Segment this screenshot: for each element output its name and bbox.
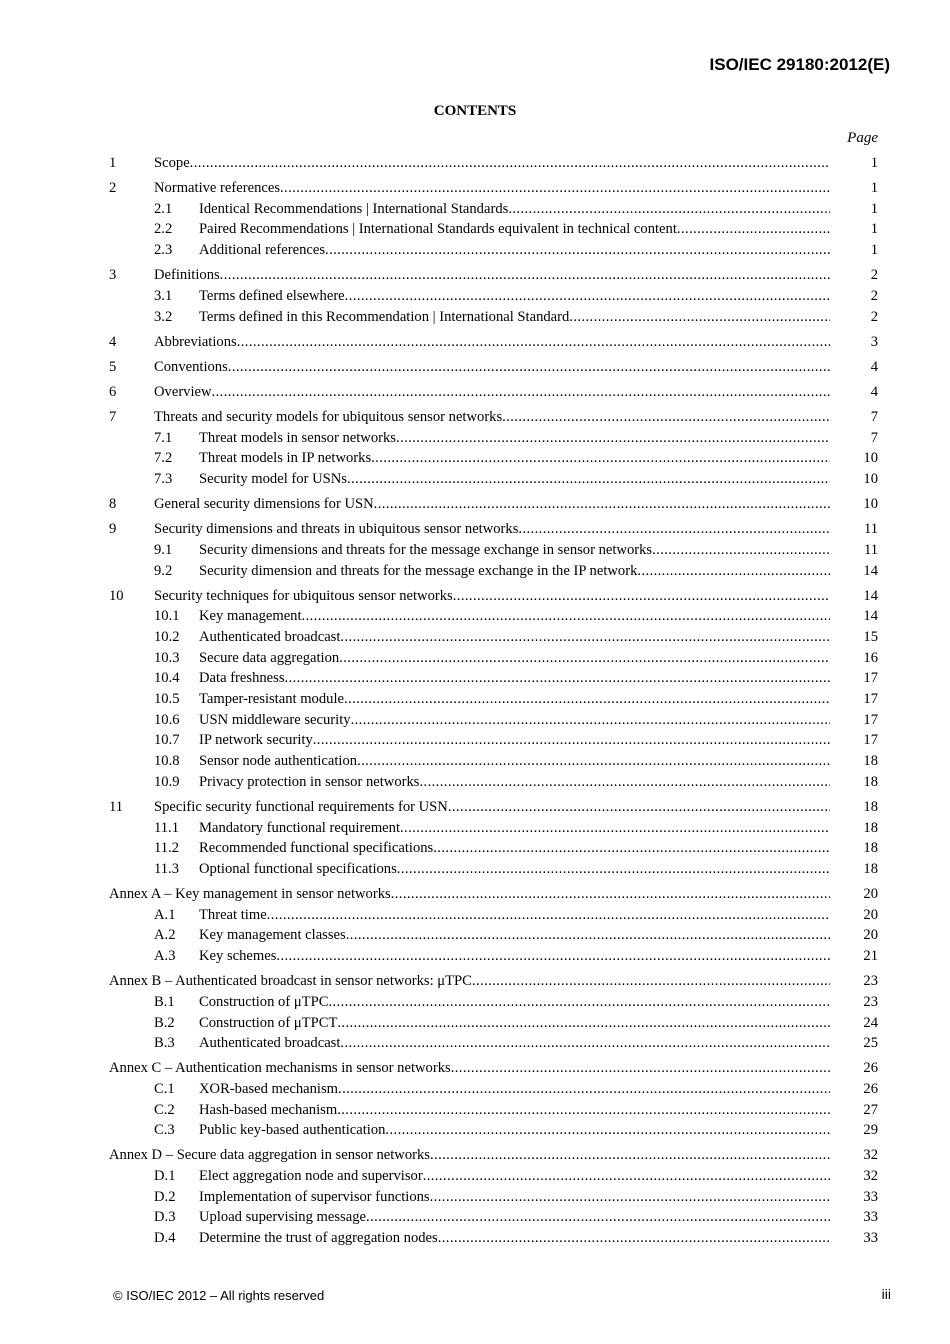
toc-entry-title: Conventions [154,358,228,375]
toc-entry-page: 20 [863,885,878,902]
dot-leader [340,1033,830,1054]
toc-entry [109,519,878,540]
toc-entry-title: Abbreviations [154,333,237,350]
toc-entry-title: XOR-based mechanism [199,1080,339,1097]
dot-leader [228,357,830,378]
toc-entry [109,428,878,449]
toc-entry-page: 17 [863,691,878,708]
dot-leader [220,265,830,286]
toc-entry-number: A.3 [154,948,176,965]
dot-leader [502,407,830,428]
toc-entry-title: Upload supervising message [199,1209,366,1226]
toc-entry [109,561,878,582]
toc-entry-page: 21 [863,948,878,965]
toc-entry [109,265,878,286]
toc-entry [109,357,878,378]
toc-entry-title: Threat models in sensor networks [199,429,396,446]
toc-entry-number: 2.2 [154,221,173,238]
toc-entry [109,1207,878,1228]
toc-entry-page: 32 [863,1168,878,1185]
toc-entry-title: USN middleware security [199,711,351,728]
toc-entry-page: 1 [870,242,878,259]
toc-entry-number: 11.1 [154,819,179,836]
toc-entry-number: A.2 [154,927,176,944]
toc-entry-number: 5 [109,358,117,375]
toc-entry-number: D.2 [154,1188,176,1205]
dot-leader [340,627,830,648]
toc-entry [109,240,878,261]
dot-leader [337,1100,830,1121]
toc-entry-page: 18 [863,773,878,790]
toc-entry-number: A.1 [154,906,176,923]
dot-leader [357,751,830,772]
toc-entry-page: 33 [863,1188,878,1205]
toc-entry-page: 17 [863,711,878,728]
toc-entry-number: 7 [109,408,117,425]
table-of-contents [109,153,878,1249]
toc-entry-number: 9.2 [154,562,173,579]
dot-leader [423,1166,830,1187]
toc-entry [109,178,878,199]
toc-entry-page: 3 [870,333,878,350]
toc-entry-title: Security dimension and threats for the message exchange in the IP network [199,562,638,579]
toc-entry-number: 1 [109,155,117,171]
toc-entry-title: General security dimensions for USN [154,496,374,513]
dot-leader [374,494,830,515]
toc-entry-page: 16 [863,649,878,666]
toc-entry-number: B.3 [154,1035,175,1052]
toc-entry-page: 18 [863,753,878,770]
toc-entry-number: D.3 [154,1209,176,1226]
toc-entry [109,153,878,174]
toc-entry [109,1058,878,1079]
toc-entry-title: Key schemes [199,948,277,965]
toc-entry [109,199,878,220]
toc-entry-number: B.1 [154,993,175,1010]
dot-leader [302,606,830,627]
toc-entry [109,730,878,751]
document-id-header: ISO/IEC 29180:2012(E) [709,55,890,74]
dot-leader [508,199,830,220]
toc-entry [109,971,878,992]
toc-entry-number: 10.3 [154,649,180,666]
toc-entry-page: 1 [870,180,878,197]
toc-entry [109,469,878,490]
toc-entry [109,905,878,926]
toc-entry-title: Secure data aggregation [199,649,340,666]
toc-entry-title: Definitions [154,267,220,284]
toc-entry [109,992,878,1013]
toc-entry-page: 20 [863,906,878,923]
dot-leader [430,1145,830,1166]
toc-entry [109,627,878,648]
toc-entry [109,1079,878,1100]
toc-entry-title: Data freshness [199,670,285,687]
dot-leader [325,240,830,261]
dot-leader [190,153,830,174]
toc-entry-title: Security dimensions and threats in ubiquitous sensor networks [154,521,519,538]
toc-entry [109,382,878,403]
toc-entry-number: 7.3 [154,470,173,487]
toc-entry-page: 23 [863,993,878,1010]
toc-entry-page: 27 [863,1101,878,1118]
toc-entry-page: 11 [863,541,878,558]
dot-leader [569,307,830,328]
toc-entry-title: Key management classes [199,927,346,944]
dot-leader [438,1228,830,1249]
dot-leader [344,689,830,710]
toc-entry-title: Authenticated broadcast [199,1035,341,1052]
toc-entry-title: Overview [154,383,212,400]
toc-entry [109,772,878,793]
toc-entry [109,1166,878,1187]
toc-entry-page: 2 [870,308,878,325]
toc-entry [109,332,878,353]
toc-entry [109,751,878,772]
toc-entry-number: 10.9 [154,773,180,790]
toc-entry-title: Optional functional specifications [199,860,397,877]
toc-entry-page: 1 [870,155,878,171]
toc-entry [109,859,878,880]
toc-entry-page: 32 [863,1147,878,1164]
toc-entry-title: Normative references [154,180,280,197]
toc-entry-page: 18 [863,840,878,857]
toc-entry-title: Elect aggregation node and supervisor [199,1168,423,1185]
toc-entry-title: Security techniques for ubiquitous sensor networks [154,587,453,604]
dot-leader [400,818,830,839]
footer-copyright: © ISO/IEC 2012 – All rights reserved [113,1288,325,1303]
dot-leader [351,710,830,731]
toc-entry [109,540,878,561]
toc-entry-number: C.1 [154,1080,175,1097]
toc-entry-number: D.4 [154,1230,176,1247]
toc-entry-page: 10 [863,450,878,467]
toc-entry [109,1033,878,1054]
dot-leader [267,905,830,926]
dot-leader [677,219,830,240]
toc-entry-page: 7 [870,408,878,425]
toc-entry-title: Mandatory functional requirement [199,819,400,836]
toc-entry-number: 2.1 [154,200,173,217]
dot-leader [397,859,830,880]
toc-entry-number: 10.2 [154,628,180,645]
toc-entry-page: 4 [870,383,878,400]
toc-entry-number: 10.7 [154,732,180,749]
toc-entry-title: Security dimensions and threats for the message exchange in sensor networks [199,541,653,558]
toc-entry-title: Implementation of supervisor functions [199,1188,430,1205]
dot-leader [313,730,830,751]
dot-leader [285,668,830,689]
toc-entry-title: Identical Recommendations | International Standards [199,200,509,217]
dot-leader [338,1079,830,1100]
dot-leader [237,332,830,353]
dot-leader [652,540,830,561]
dot-leader [346,925,830,946]
toc-entry-page: 25 [863,1035,878,1052]
dot-leader [430,1187,830,1208]
toc-entry [109,946,878,967]
dot-leader [337,1013,830,1034]
dot-leader [385,1120,830,1141]
toc-entry-page: 24 [863,1014,878,1031]
toc-entry-number: 2 [109,180,117,197]
toc-entry-page: 10 [863,470,878,487]
toc-entry [109,884,878,905]
toc-entry [109,1100,878,1121]
toc-entry [109,448,878,469]
toc-entry [109,838,878,859]
toc-entry-title: Sensor node authentication [199,753,358,770]
toc-entry-title: Terms defined in this Recommendation | International Standard [199,308,570,325]
toc-entry-title: Privacy protection in sensor networks [199,773,420,790]
toc-entry-title: Terms defined elsewhere [199,287,345,304]
toc-entry-title: Determine the trust of aggregation nodes [199,1230,438,1247]
toc-entry-number: 9 [109,521,117,538]
toc-entry-page: 18 [863,860,878,877]
toc-entry [109,925,878,946]
toc-entry-page: 17 [863,670,878,687]
toc-entry-number: 10 [109,587,124,604]
dot-leader [518,519,830,540]
toc-entry-title: Scope [154,155,190,171]
dot-leader [276,946,830,967]
toc-entry-title: Threat models in IP networks [199,450,372,467]
toc-entry-title: Tamper-resistant module [199,691,344,708]
toc-entry-title: Specific security functional requirements for USN [154,798,448,815]
toc-entry-title: Public key-based authentication [199,1122,386,1139]
toc-entry-title: Annex B – Authenticated broadcast in sensor networks: μTPC [109,973,472,990]
toc-entry [109,668,878,689]
toc-entry-title: Paired Recommendations | International Standards equivalent in technical content [199,221,677,238]
toc-entry [109,818,878,839]
toc-entry [109,286,878,307]
toc-entry-number: 10.4 [154,670,180,687]
contents-title: CONTENTS [433,103,517,119]
toc-entry-page: 10 [863,496,878,513]
toc-entry [109,606,878,627]
toc-entry-title: Construction of μTPC [199,993,329,1010]
toc-entry-page: 18 [863,819,878,836]
dot-leader [451,1058,830,1079]
toc-entry-page: 20 [863,927,878,944]
toc-entry-title: Annex D – Secure data aggregation in sensor networks [109,1147,430,1164]
toc-entry-title: Additional references [199,242,326,259]
toc-entry [109,1187,878,1208]
dot-leader [347,469,830,490]
toc-entry-page: 14 [863,608,878,625]
toc-entry-number: 11.2 [154,840,179,857]
toc-entry-number: 10.8 [154,753,180,770]
toc-entry-title: Hash-based mechanism [199,1101,338,1118]
page-column-label: Page [847,130,878,146]
toc-entry-title: Annex C – Authentication mechanisms in sensor networks [109,1060,451,1077]
toc-entry-number: 10.5 [154,691,180,708]
toc-entry-page: 29 [863,1122,878,1139]
toc-entry [109,407,878,428]
toc-entry [109,1013,878,1034]
toc-entry-number: 8 [109,496,117,513]
dot-leader [396,428,830,449]
toc-entry-title: Security model for USNs [199,470,347,487]
toc-entry-page: 2 [870,287,878,304]
dot-leader [472,971,830,992]
toc-entry [109,307,878,328]
dot-leader [453,586,830,607]
toc-entry-title: IP network security [199,732,313,749]
toc-entry-title: Threat time [199,906,267,923]
toc-entry-page: 1 [870,200,878,217]
toc-entry [109,648,878,669]
dot-leader [212,382,830,403]
toc-entry-page: 17 [863,732,878,749]
toc-entry-page: 14 [863,562,878,579]
toc-entry-number: 6 [109,383,117,400]
toc-entry-page: 18 [863,798,878,815]
toc-entry-number: 3 [109,267,117,284]
toc-entry-number: C.2 [154,1101,175,1118]
toc-entry-number: 3.2 [154,308,173,325]
toc-entry-page: 15 [863,628,878,645]
dot-leader [637,561,830,582]
toc-entry-title: Key management [199,608,302,625]
toc-entry-number: 3.1 [154,287,173,304]
toc-entry [109,586,878,607]
dot-leader [419,772,830,793]
toc-entry-page: 11 [863,521,878,538]
toc-entry [109,1228,878,1249]
toc-entry-number: 11.3 [154,860,179,877]
toc-entry-number: 7.2 [154,450,173,467]
footer-page-number: iii [881,1286,891,1302]
toc-entry [109,689,878,710]
toc-entry-page: 7 [870,429,878,446]
toc-entry-number: D.1 [154,1168,176,1185]
toc-entry-number: 11 [109,798,124,815]
toc-entry-title: Authenticated broadcast [199,628,341,645]
toc-entry-number: 9.1 [154,541,173,558]
dot-leader [366,1207,830,1228]
toc-entry-page: 1 [870,221,878,238]
toc-entry [109,710,878,731]
toc-entry-page: 2 [870,267,878,284]
dot-leader [328,992,830,1013]
toc-entry-number: 7.1 [154,429,173,446]
toc-entry-number: 2.3 [154,242,173,259]
toc-entry [109,219,878,240]
toc-entry [109,1145,878,1166]
toc-entry-number: 10.6 [154,711,180,728]
toc-entry-page: 33 [863,1230,878,1247]
dot-leader [280,178,830,199]
toc-entry [109,494,878,515]
toc-entry-number: B.2 [154,1014,175,1031]
toc-entry-title: Recommended functional specifications [199,840,434,857]
dot-leader [448,797,830,818]
dot-leader [345,286,830,307]
dot-leader [339,648,830,669]
toc-entry-title: Threats and security models for ubiquitous sensor networks [154,408,503,425]
dot-leader [433,838,830,859]
toc-entry-number: 4 [109,333,117,350]
toc-entry-number: 10.1 [154,608,180,625]
toc-entry-page: 33 [863,1209,878,1226]
dot-leader [371,448,830,469]
toc-entry-page: 23 [863,973,878,990]
toc-entry [109,797,878,818]
toc-entry-page: 26 [863,1080,878,1097]
toc-entry-page: 26 [863,1060,878,1077]
toc-entry-title: Annex A – Key management in sensor networks [109,885,391,902]
toc-entry [109,1120,878,1141]
toc-entry-page: 14 [863,587,878,604]
toc-entry-page: 4 [870,358,878,375]
toc-entry-number: C.3 [154,1122,175,1139]
toc-entry-title: Construction of μTPCT [199,1014,338,1031]
dot-leader [391,884,830,905]
